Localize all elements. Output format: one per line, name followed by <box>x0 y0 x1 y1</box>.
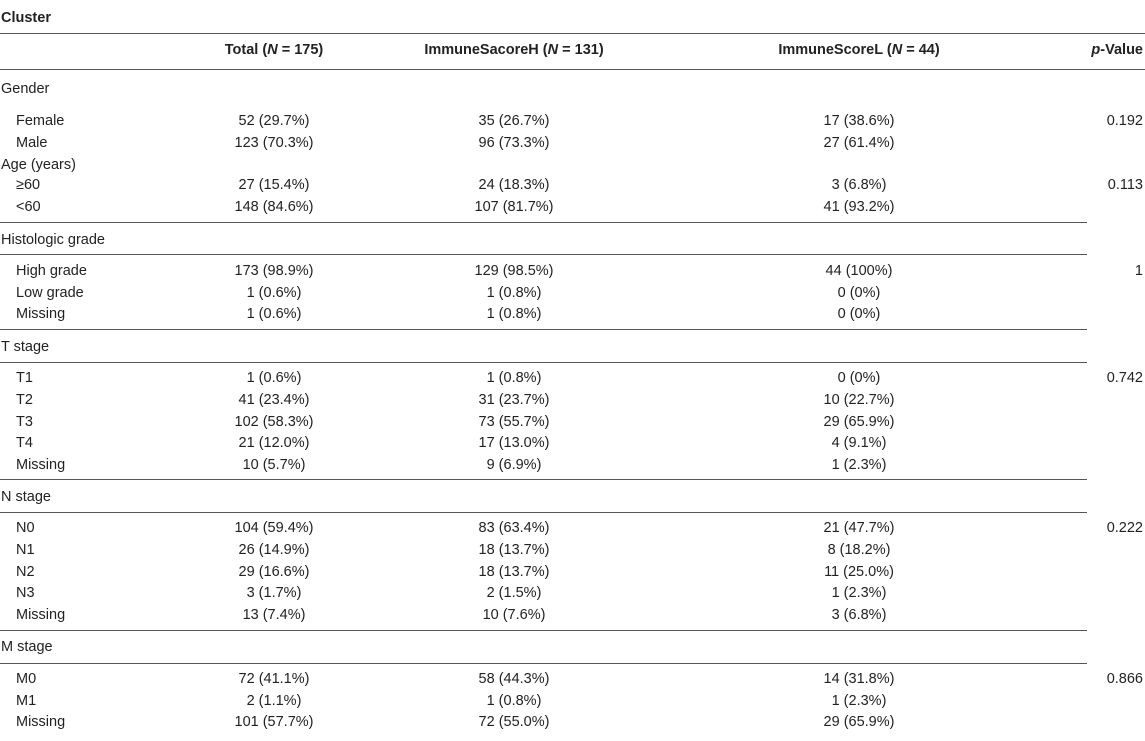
cell-total: 173 (98.9%) <box>234 263 314 279</box>
cell-immunescore-low: 1 (2.3%) <box>831 457 887 473</box>
cell-total: 1 (0.6%) <box>246 306 302 322</box>
horizontal-rule <box>0 33 1145 34</box>
cell-immunescore-low: 41 (93.2%) <box>823 199 895 215</box>
section-label: Gender <box>1 81 50 97</box>
cell-immunescore-low: 0 (0%) <box>837 285 881 301</box>
section-label: M stage <box>1 639 53 655</box>
row-label: High grade <box>16 263 87 279</box>
horizontal-rule <box>0 254 1087 255</box>
cell-immunescore-high: 18 (13.7%) <box>478 564 550 580</box>
cell-immunescore-low: 17 (38.6%) <box>823 113 895 129</box>
cell-immunescore-high: 107 (81.7%) <box>474 199 554 215</box>
cell-immunescore-low: 44 (100%) <box>825 263 893 279</box>
horizontal-rule <box>0 222 1087 223</box>
cell-immunescore-high: 31 (23.7%) <box>478 392 550 408</box>
cell-immunescore-low: 1 (2.3%) <box>831 585 887 601</box>
cell-p-value: 0.742 <box>1106 370 1143 386</box>
cell-total: 102 (58.3%) <box>234 414 314 430</box>
row-label: Missing <box>16 457 66 473</box>
cell-p-value: 0.192 <box>1106 113 1143 129</box>
cell-immunescore-low: 11 (25.0%) <box>824 564 894 580</box>
cell-immunescore-high: 1 (0.8%) <box>486 306 542 322</box>
section-label: Histologic grade <box>1 232 105 248</box>
cell-p-value: 0.866 <box>1106 671 1143 687</box>
horizontal-rule <box>0 512 1087 513</box>
cell-immunescore-high: 72 (55.0%) <box>478 714 550 730</box>
cell-immunescore-low: 0 (0%) <box>837 370 881 386</box>
horizontal-rule <box>0 69 1145 70</box>
cell-immunescore-high: 10 (7.6%) <box>482 607 546 623</box>
horizontal-rule <box>0 329 1087 330</box>
cell-total: 29 (16.6%) <box>238 564 310 580</box>
cell-p-value: 0.222 <box>1106 520 1143 536</box>
cell-immunescore-high: 96 (73.3%) <box>478 135 550 151</box>
row-label: ≥60 <box>16 177 41 193</box>
cell-p-value: 0.113 <box>1107 177 1143 193</box>
cell-total: 3 (1.7%) <box>246 585 302 601</box>
cell-immunescore-high: 2 (1.5%) <box>486 585 542 601</box>
row-label: T1 <box>16 370 33 386</box>
cell-immunescore-high: 1 (0.8%) <box>486 285 542 301</box>
horizontal-rule <box>0 630 1087 631</box>
row-label: Female <box>16 113 65 129</box>
row-label: Missing <box>16 714 66 730</box>
cell-total: 10 (5.7%) <box>242 457 306 473</box>
header-p-value: p-Value <box>1091 42 1143 58</box>
row-label: <60 <box>16 199 41 215</box>
cell-total: 72 (41.1%) <box>238 671 310 687</box>
cell-immunescore-high: 24 (18.3%) <box>478 177 550 193</box>
cell-immunescore-low: 8 (18.2%) <box>827 542 891 558</box>
cell-total: 123 (70.3%) <box>234 135 314 151</box>
row-label: M0 <box>16 671 37 687</box>
header-immunescore-high: ImmuneSacoreH (N = 131) <box>424 42 604 58</box>
section-label: N stage <box>1 489 51 505</box>
row-label: T2 <box>16 392 33 408</box>
cell-total: 27 (15.4%) <box>238 177 310 193</box>
row-label: N2 <box>16 564 35 580</box>
row-label: T4 <box>16 435 33 451</box>
cell-total: 148 (84.6%) <box>234 199 314 215</box>
cell-total: 2 (1.1%) <box>246 693 302 709</box>
cell-immunescore-high: 1 (0.8%) <box>486 370 542 386</box>
row-label: M1 <box>16 693 37 709</box>
cell-total: 21 (12.0%) <box>238 435 310 451</box>
cell-immunescore-low: 14 (31.8%) <box>823 671 895 687</box>
header-total: Total (N = 175) <box>224 42 324 58</box>
cell-immunescore-low: 3 (6.8%) <box>831 177 887 193</box>
cell-immunescore-high: 18 (13.7%) <box>478 542 550 558</box>
cell-immunescore-low: 4 (9.1%) <box>831 435 887 451</box>
cell-immunescore-low: 3 (6.8%) <box>831 607 887 623</box>
table-caption: Cluster <box>1 10 51 26</box>
cell-total: 13 (7.4%) <box>242 607 306 623</box>
row-label: T3 <box>16 414 33 430</box>
cell-immunescore-low: 1 (2.3%) <box>831 693 887 709</box>
cell-immunescore-low: 21 (47.7%) <box>823 520 895 536</box>
cell-total: 52 (29.7%) <box>238 113 310 129</box>
cell-immunescore-high: 83 (63.4%) <box>478 520 550 536</box>
cell-immunescore-high: 73 (55.7%) <box>478 414 550 430</box>
cell-total: 1 (0.6%) <box>246 370 302 386</box>
header-immunescore-low: ImmuneScoreL (N = 44) <box>778 42 940 58</box>
cell-immunescore-low: 0 (0%) <box>837 306 881 322</box>
cell-total: 104 (59.4%) <box>234 520 314 536</box>
horizontal-rule <box>0 362 1087 363</box>
horizontal-rule <box>0 663 1087 664</box>
row-label: N1 <box>16 542 35 558</box>
section-label: T stage <box>1 339 50 355</box>
cell-immunescore-low: 10 (22.7%) <box>823 392 895 408</box>
cell-total: 101 (57.7%) <box>234 714 314 730</box>
row-label: Missing <box>16 607 66 623</box>
row-label: Missing <box>16 306 66 322</box>
cell-immunescore-high: 1 (0.8%) <box>486 693 542 709</box>
section-label: Age (years) <box>1 157 76 173</box>
cell-total: 41 (23.4%) <box>238 392 310 408</box>
row-label: N3 <box>16 585 35 601</box>
cell-immunescore-low: 29 (65.9%) <box>823 714 895 730</box>
cell-immunescore-high: 58 (44.3%) <box>478 671 550 687</box>
horizontal-rule <box>0 479 1087 480</box>
cell-p-value: 1 <box>1134 263 1143 279</box>
cell-total: 1 (0.6%) <box>246 285 302 301</box>
cell-immunescore-high: 17 (13.0%) <box>478 435 550 451</box>
cell-immunescore-low: 27 (61.4%) <box>823 135 895 151</box>
row-label: Low grade <box>16 285 84 301</box>
cell-immunescore-high: 9 (6.9%) <box>486 457 542 473</box>
cell-immunescore-high: 35 (26.7%) <box>478 113 550 129</box>
cell-immunescore-low: 29 (65.9%) <box>823 414 895 430</box>
cell-immunescore-high: 129 (98.5%) <box>474 263 554 279</box>
cell-total: 26 (14.9%) <box>238 542 310 558</box>
row-label: Male <box>16 135 48 151</box>
row-label: N0 <box>16 520 35 536</box>
